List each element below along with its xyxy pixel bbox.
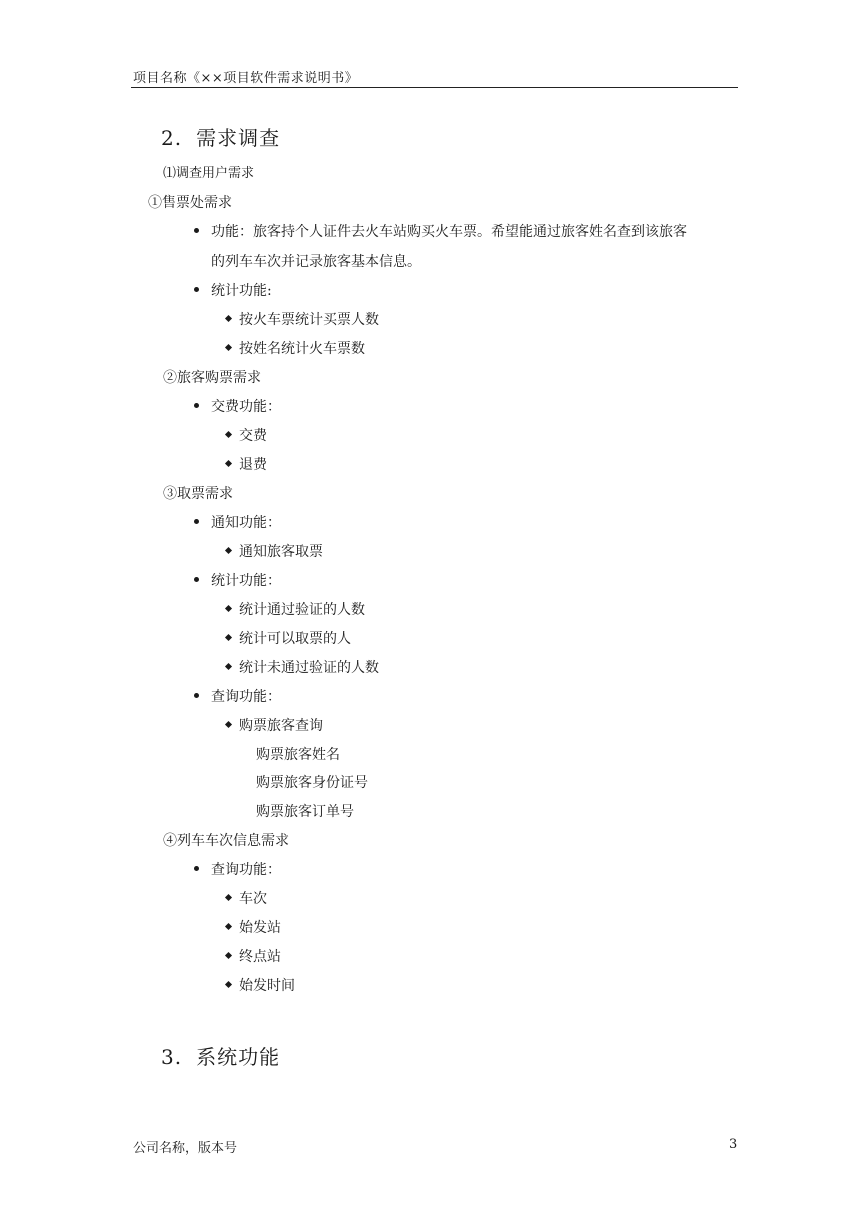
- diamond-bullet-icon: [225, 459, 232, 466]
- bullet-icon: [194, 287, 199, 292]
- diamond-bullet-icon: [225, 662, 232, 669]
- list-item: [194, 514, 281, 532]
- sub-list-item-label: 始发站: [239, 920, 281, 936]
- sub-list-item-label: 车次: [239, 891, 267, 907]
- sub-list-item-label: 统计通过验证的人数: [239, 602, 365, 618]
- sub-list-item: [226, 659, 379, 677]
- sub-list-item: [226, 890, 267, 908]
- diamond-bullet-icon: [225, 633, 232, 640]
- sub-list-item-label: 购票旅客查询: [239, 718, 323, 734]
- sub-list-item-label: 按火车票统计买票人数: [239, 312, 379, 328]
- sub-list-item: [226, 630, 351, 648]
- sub-list-item: [226, 427, 267, 445]
- list-item: [194, 398, 281, 416]
- section-title: 系统功能: [196, 1045, 281, 1069]
- list-item-label: 统计功能:: [211, 283, 272, 299]
- sub-list-item-label: 通知旅客取票: [239, 544, 323, 560]
- sub-list-item-label: 终点站: [239, 949, 281, 965]
- sub-list-item: [226, 919, 281, 937]
- bullet-icon: [194, 866, 199, 871]
- footer-page-number: 3: [729, 1137, 738, 1152]
- section-title: 需求调查: [196, 126, 281, 150]
- bullet-icon: [194, 228, 199, 233]
- sub-list-item-label: 交费: [239, 428, 267, 444]
- bullet-icon: [194, 519, 199, 524]
- footer-company-version: 公司名称，版本号: [133, 1141, 238, 1156]
- list-item: [194, 688, 281, 706]
- item-ticket-office: ①售票处需求: [148, 195, 232, 211]
- diamond-bullet-icon: [225, 314, 232, 321]
- sub-list-item: [226, 340, 365, 358]
- header-rule: [131, 87, 738, 88]
- list-item: [194, 282, 272, 300]
- sub-list-item-label: 统计未通过验证的人数: [239, 660, 379, 676]
- header-title: 项目名称《××项目软件需求说明书》: [133, 71, 359, 86]
- diamond-bullet-icon: [225, 720, 232, 727]
- sub-list-item: [226, 717, 323, 735]
- bullet-icon: [194, 403, 199, 408]
- sub-list-item-label: 退费: [239, 457, 267, 473]
- list-item: [194, 861, 281, 879]
- list-item-label: 通知功能：: [211, 515, 281, 531]
- sub-list-item: [226, 948, 281, 966]
- section-number: 2.: [161, 126, 183, 150]
- sub-list-item-label: 按姓名统计火车票数: [239, 341, 365, 357]
- section-heading-2: [161, 122, 280, 151]
- diamond-bullet-icon: [225, 893, 232, 900]
- item-train-info: ④列车车次信息需求: [163, 833, 289, 849]
- sub-list-item-label: 始发时间: [239, 978, 295, 994]
- sub-list-item: [226, 543, 323, 561]
- list-item: [194, 223, 687, 241]
- query-field-name: 购票旅客姓名: [256, 747, 340, 763]
- sub-list-item: [226, 311, 379, 329]
- func-desc-line1: 功能：旅客持个人证件去火车站购买火车票。希望能通过旅客姓名查到该旅客: [211, 224, 687, 240]
- list-item-label: 交费功能：: [211, 399, 281, 415]
- sub-list-item-label: 统计可以取票的人: [239, 631, 351, 647]
- sub-list-item: [226, 977, 295, 995]
- item-passenger-buy: ②旅客购票需求: [163, 370, 261, 386]
- diamond-bullet-icon: [225, 546, 232, 553]
- bullet-icon: [194, 577, 199, 582]
- query-field-id: 购票旅客身份证号: [256, 775, 368, 791]
- list-item: [194, 572, 281, 590]
- sub-list-item: [226, 601, 365, 619]
- list-item-label: 查询功能：: [211, 862, 281, 878]
- sub-list-item: [226, 456, 267, 474]
- query-field-order: 购票旅客订单号: [256, 804, 354, 820]
- list-item-label: 统计功能：: [211, 573, 281, 589]
- bullet-icon: [194, 693, 199, 698]
- diamond-bullet-icon: [225, 604, 232, 611]
- item-ticket-pickup: ③取票需求: [163, 486, 233, 502]
- section-number: 3.: [161, 1045, 183, 1069]
- list-item-label: 查询功能：: [211, 689, 281, 705]
- diamond-bullet-icon: [225, 343, 232, 350]
- diamond-bullet-icon: [225, 922, 232, 929]
- diamond-bullet-icon: [225, 430, 232, 437]
- diamond-bullet-icon: [225, 951, 232, 958]
- subsection-user-needs: ⑴调查用户需求: [163, 166, 255, 181]
- func-desc-line2: 的列车车次并记录旅客基本信息。: [211, 254, 421, 270]
- diamond-bullet-icon: [225, 980, 232, 987]
- section-heading-3: [161, 1041, 280, 1070]
